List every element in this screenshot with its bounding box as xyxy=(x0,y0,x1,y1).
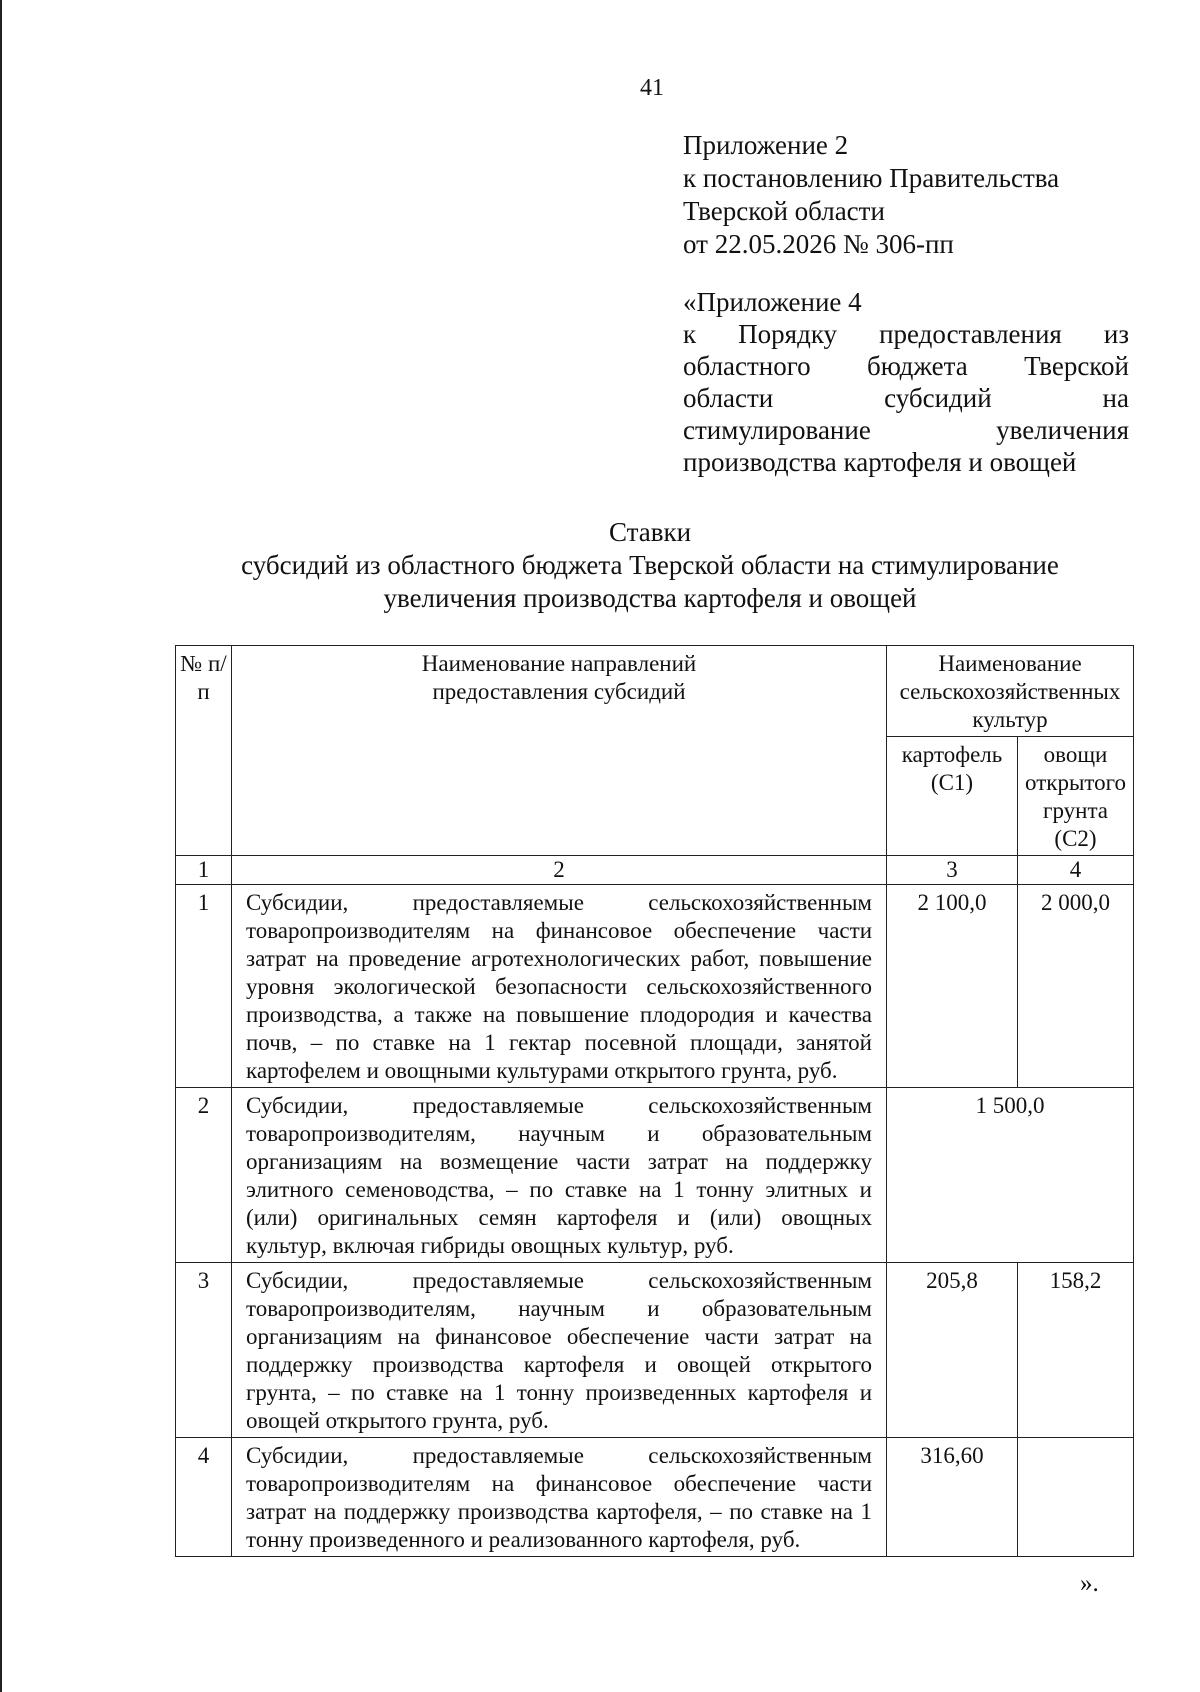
rate-potato: 2 100,0 xyxy=(887,885,1018,1088)
table-row xyxy=(176,885,1134,1088)
row-number: 1 xyxy=(176,885,232,1088)
table-row xyxy=(176,1263,1134,1438)
approval-line: Приложение 2 xyxy=(683,130,849,160)
row-number: 2 xyxy=(176,1088,232,1263)
index-cell: 4 xyxy=(1018,856,1134,885)
title-line: увеличения производства картофеля и овощей xyxy=(383,583,917,613)
rate-vegetables: 2 000,0 xyxy=(1018,885,1134,1088)
row-description: Субсидии, предоставляемые сельскохозяйственным товаропроизводителям на финансовое обеспечение части затрат на поддержку производства картофеля, – по ставке на 1 тонну произведенного и реализованного картофеля, руб. xyxy=(232,1438,887,1557)
row-number: 4 xyxy=(176,1438,232,1557)
table-index-row xyxy=(176,856,1134,885)
rate-merged: 1 500,0 xyxy=(887,1088,1134,1263)
index-cell: 3 xyxy=(887,856,1018,885)
row-number: 3 xyxy=(176,1263,232,1438)
row-description: Субсидии, предоставляемые сельскохозяйственным товаропроизводителям на финансовое обеспечение части затрат на проведение агротехнологических работ, повышение уровня экологической безопасности сельскохозяйственного производства, а также на повышение плодородия и качества почв, – по ставке на 1 гектар посевной площади, занятой картофелем и овощными культурами открытого грунта, руб. xyxy=(232,885,887,1088)
appendix-line: областного бюджета Тверской xyxy=(683,351,1129,381)
rate-potato: 205,8 xyxy=(887,1263,1018,1438)
rate-potato: 316,60 xyxy=(887,1438,1018,1557)
appendix-line: «Приложение 4 xyxy=(683,287,862,317)
header-c1: картофель (С1) xyxy=(887,737,1018,856)
approval-line: к постановлению Правительства xyxy=(683,163,1060,193)
appendix-line: стимулирование увеличения xyxy=(683,415,1129,445)
approval-line: от 22.05.2026 № 306-пп xyxy=(683,229,954,259)
approval-line: Тверской области xyxy=(683,196,885,226)
appendix-line: производства картофеля и овощей xyxy=(683,447,1077,477)
rates-table xyxy=(175,645,1134,1557)
page-number: 41 xyxy=(640,75,664,101)
rate-vegetables xyxy=(1018,1438,1134,1557)
closing-quote: ». xyxy=(1080,1570,1099,1597)
appendix-line: к Порядку предоставления из xyxy=(683,319,1129,349)
table-row xyxy=(176,1088,1134,1263)
rate-vegetables: 158,2 xyxy=(1018,1263,1134,1438)
table-row xyxy=(176,1438,1134,1557)
index-cell: 2 xyxy=(232,856,887,885)
row-description: Субсидии, предоставляемые сельскохозяйственным товаропроизводителям, научным и образовательным организациям на возмещение части затрат на поддержку элитного семеноводства, – по ставке на 1 тонну элитных и (или) оригинальных семян картофеля и (или) овощных культур, включая гибриды овощных культур, руб. xyxy=(232,1088,887,1263)
index-cell: 1 xyxy=(176,856,232,885)
appendix-block xyxy=(683,286,1129,478)
approval-block xyxy=(683,129,1123,261)
header-num: № п/п xyxy=(176,646,232,856)
title-line: субсидий из областного бюджета Тверской области на стимулирование xyxy=(241,550,1059,580)
header-name: Наименование направлений предоставления субсидий xyxy=(232,646,887,856)
table-header-row xyxy=(176,646,1134,737)
header-crops: Наименование сельскохозяйственных культур xyxy=(887,646,1134,737)
appendix-line: области субсидий на xyxy=(683,383,1129,413)
document-title xyxy=(160,516,1140,615)
title-line: Ставки xyxy=(608,517,692,547)
row-description: Субсидии, предоставляемые сельскохозяйственным товаропроизводителям, научным и образовательным организациям на финансовое обеспечение части затрат на поддержку производства картофеля и овощей открытого грунта, – по ставке на 1 тонну произведенных картофеля и овощей открытого грунта, руб. xyxy=(232,1263,887,1438)
page-edge-line xyxy=(0,0,2,1692)
header-c2: овощи открытого грунта (С2) xyxy=(1018,737,1134,856)
